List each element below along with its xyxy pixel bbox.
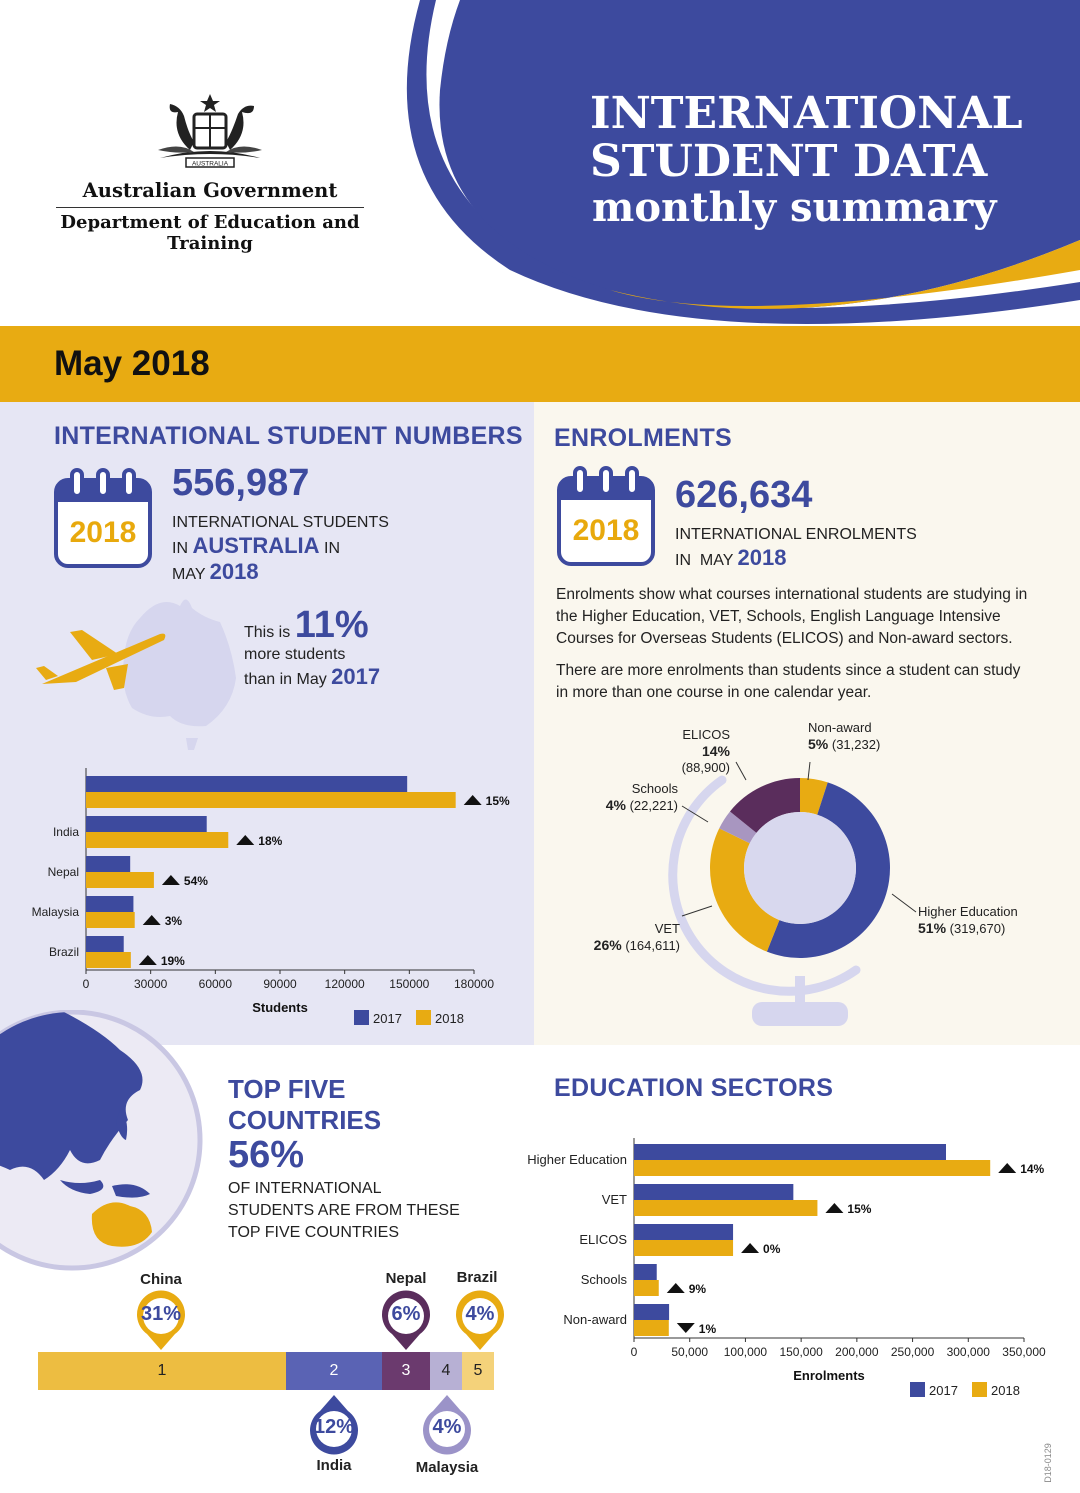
x-axis-label: Enrolments [793,1368,865,1383]
students-caption-month: MAY [172,566,206,583]
top-five-caption-line3: TOP FIVE COUNTRIES [228,1224,399,1241]
x-tick-label: 350,000 [1002,1345,1046,1359]
donut-label-non-award [808,720,880,753]
x-tick-label: 100,000 [723,1345,768,1359]
pin-india-pct: 12% [313,1416,355,1438]
category-label: Non-award [563,1312,627,1327]
bar-2017 [86,896,133,912]
rank-segment-brazil: 5 [462,1352,494,1390]
category-label: ELICOS [579,1232,627,1247]
change-label: 15% [847,1202,872,1216]
x-tick-label: 300,000 [946,1345,990,1359]
up-arrow-icon [464,795,482,805]
legend-label-2018: 2018 [991,1383,1020,1398]
x-tick-label: 250,000 [890,1345,935,1359]
x-tick-label: 120000 [324,977,365,991]
donut-vet-pct: 26% [593,937,622,953]
country-india: India [316,1457,352,1474]
bar-2017 [86,816,207,832]
bar-2018 [86,792,456,808]
growth-prefix: This is [244,624,291,641]
donut-label-schools [598,781,678,814]
top-five-caption-line2: STUDENTS ARE FROM THESE [228,1202,460,1219]
top-five-title-line1: TOP FIVE [228,1074,346,1104]
students-caption-line1: INTERNATIONAL STUDENTS [172,514,389,531]
growth-text [244,604,381,691]
change-label: 9% [688,1282,707,1296]
change-label: 15% [485,794,510,808]
change-label: 18% [258,834,283,848]
up-arrow-icon [162,875,180,885]
pin-china-pct: 31% [140,1303,182,1325]
down-arrow-icon [677,1323,695,1333]
donut-elicos-count: (88,900) [681,760,730,775]
airplane-icon [36,624,168,692]
change-label: 54% [183,874,208,888]
gov-name: Australian Government [82,179,338,202]
enrolments-caption [675,523,917,572]
donut-label-elicos [650,727,730,776]
top-five-title-line2: COUNTRIES [228,1105,382,1135]
donut-vet-name: VET [654,921,680,936]
x-tick-label: 0 [82,977,90,991]
legend-label-2018: 2018 [435,1011,464,1026]
top-five-caption [228,1178,460,1244]
legend-swatch-2017 [910,1382,925,1397]
students-caption [172,511,389,586]
pin-brazil-pct: 4% [465,1303,495,1325]
up-arrow-icon [139,955,157,965]
enrolments-count: 626,634 [675,474,813,516]
change-label: 3% [164,914,183,928]
students-count: 556,987 [172,462,310,504]
bar-2017 [86,856,130,872]
bar-2017 [86,936,124,952]
period-label: May 2018 [54,344,210,383]
top-five-caption-line1: OF INTERNATIONAL [228,1180,382,1197]
up-arrow-icon [741,1243,759,1253]
legend-swatch-2017 [354,1010,369,1025]
donut-non-award-pct: 5% [808,736,829,752]
donut-elicos-name: ELICOS [682,727,730,742]
category-label: Higher Education [527,1152,627,1167]
students-calendar-year: 2018 [69,516,137,549]
category-label: VET [601,1192,627,1207]
pin-malaysia-pct: 4% [432,1416,462,1438]
category-label: Brazil [48,945,79,959]
rank-segment-china: 1 [38,1352,286,1390]
legend-label-2017: 2017 [929,1383,958,1398]
change-label: 19% [160,954,185,968]
globe-base [752,1002,848,1026]
enrolments-para1: Enrolments show what courses international students are studying in the Higher Education, VET, Schools, English Language Intensive Courses for Overseas Students (ELICOS) and Non-award sectors. [556,586,1028,647]
students-bar-chart [30,766,510,1036]
leader-non-award [808,762,810,780]
x-axis-label: Students [252,1000,308,1015]
donut-schools-name: Schools [631,781,678,796]
students-caption-country: AUSTRALIA [192,533,320,558]
growth-pct: 11% [294,604,369,646]
change-label: 0% [763,1242,781,1256]
category-label: Nepal [47,865,79,879]
students-caption-in: IN [172,540,188,557]
donut-he-name: Higher Education [918,904,1018,919]
enrolments-donut-chart [660,740,920,1040]
x-tick-label: 90000 [263,977,297,991]
category-label: India [52,825,79,839]
up-arrow-icon [825,1203,843,1213]
donut-non-award-count: (31,232) [831,737,881,752]
title-line-1: INTERNATIONAL [590,88,1023,139]
rank-segment-india: 2 [286,1352,382,1390]
growth-line2: more students [244,646,346,663]
department-name: Department of Education and Training [60,212,360,254]
donut-schools-count: (22,221) [629,798,678,813]
country-malaysia: Malaysia [415,1459,479,1476]
students-section-title: INTERNATIONAL STUDENT NUMBERS [54,422,523,450]
x-tick-label: 180000 [453,977,495,991]
globe-asia-icon [0,1010,212,1272]
change-label: 14% [1020,1162,1045,1176]
enrolments-caption-month: MAY [699,552,734,569]
x-tick-label: 150000 [389,977,430,991]
sectors-section-title: EDUCATION SECTORS [554,1074,834,1102]
bar-2018 [634,1160,990,1176]
bar-2017 [634,1264,657,1280]
title-line-3: monthly summary [592,184,997,231]
title-line-2: STUDENT DATA [590,136,988,187]
top-five-pct: 56% [228,1134,305,1176]
top-five-title [228,1074,381,1136]
leader-vet [682,906,712,916]
category-label: Malaysia [31,905,79,919]
enrolments-section-title: ENROLMENTS [554,424,732,452]
growth-year: 2017 [331,664,381,689]
legend-swatch-2018 [416,1010,431,1025]
rank-segment-nepal: 3 [382,1352,430,1390]
country-brazil: Brazil [456,1269,498,1286]
x-tick-label: 30000 [133,977,168,991]
bar-2018 [86,872,154,888]
bar-2018 [634,1280,659,1296]
up-arrow-icon [236,835,254,845]
enrolments-caption-in: IN [675,552,691,569]
donut-elicos-pct: 14% [701,743,730,759]
legend-swatch-2018 [972,1382,987,1397]
donut-schools-pct: 4% [605,797,626,813]
change-label: 1% [698,1322,717,1336]
bar-2017 [634,1184,793,1200]
bar-2017 [86,776,407,792]
period-band [0,326,1080,402]
x-tick-label: 50,000 [671,1345,709,1359]
up-arrow-icon [998,1163,1016,1173]
gov-divider [56,207,364,208]
donut-label-higher-education [918,904,1018,937]
donut-non-award-name: Non-award [808,720,872,735]
x-tick-label: 60000 [198,977,233,991]
pin-nepal-pct: 6% [391,1303,421,1325]
bar-2017 [634,1224,733,1240]
students-caption-in2: IN [324,540,341,557]
rank-segment-malaysia: 4 [430,1352,462,1390]
bar-2018 [634,1200,817,1216]
enrolments-caption-year: 2018 [737,545,787,570]
bar-2018 [634,1320,669,1336]
leader-higher-education [892,894,916,912]
donut-he-count: (319,670) [949,921,1006,936]
country-china: China [140,1271,182,1288]
bar-2018 [86,912,135,928]
enrolments-caption-line1: INTERNATIONAL ENROLMENTS [675,526,917,543]
donut-he-pct: 51% [918,920,947,936]
up-arrow-icon [143,915,161,925]
x-tick-label: 0 [630,1345,638,1359]
x-tick-label: 150,000 [779,1345,823,1359]
enrolments-para2: There are more enrolments than students since a student can study in more than one course in one calendar year. [556,662,1021,701]
sectors-bar-chart [520,1138,1065,1403]
donut-hole [744,812,856,924]
footer-code: D18-0129 [1043,1443,1053,1483]
bar-2018 [634,1240,733,1256]
category-label: Schools [580,1272,627,1287]
donut-label-vet [588,921,680,954]
leader-elicos [736,762,746,780]
donut-vet-count: (164,611) [625,938,680,953]
bar-2017 [634,1144,946,1160]
svg-text:AUSTRALIA: AUSTRALIA [191,160,229,168]
footer-code-wrap [1038,1440,1058,1490]
up-arrow-icon [667,1283,685,1293]
legend-label-2017: 2017 [373,1011,402,1026]
students-caption-year: 2018 [209,559,259,584]
country-nepal: Nepal [385,1270,427,1287]
bar-2018 [86,952,131,968]
bar-2017 [634,1304,669,1320]
bar-2018 [86,832,228,848]
growth-line3: than in May [244,671,327,688]
enrolments-calendar-year: 2018 [572,514,640,547]
x-tick-label: 200,000 [835,1345,879,1359]
coat-of-arms-icon [150,92,270,174]
